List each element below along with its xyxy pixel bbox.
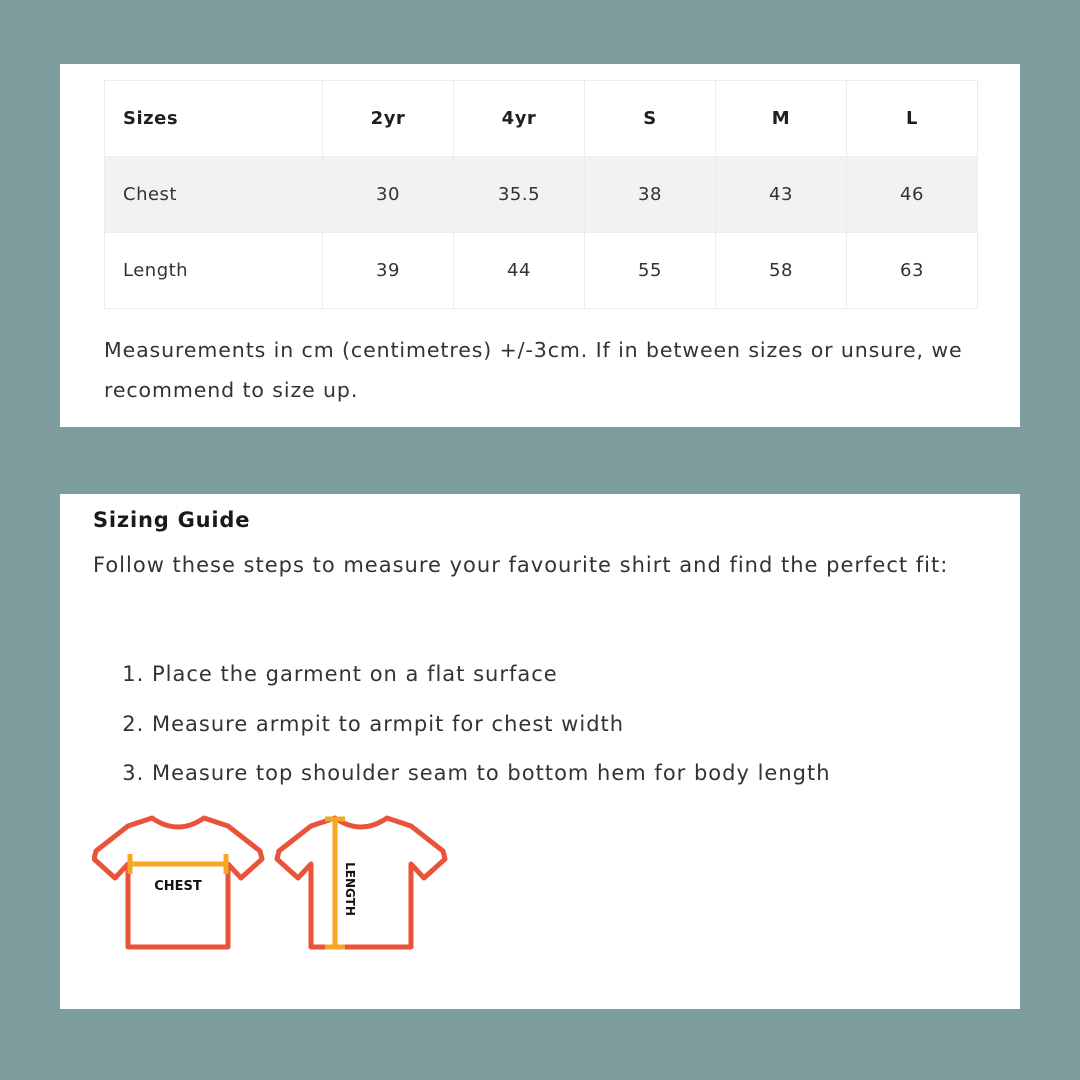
row-label-chest: Chest	[105, 157, 323, 233]
table-cell: 58	[716, 233, 847, 309]
list-item: 2. Measure armpit to armpit for chest width	[152, 700, 831, 750]
column-header-4yr: 4yr	[454, 81, 585, 157]
column-header-sizes: Sizes	[105, 81, 323, 157]
list-item: 3. Measure top shoulder seam to bottom hem for body length	[152, 749, 831, 799]
table-cell: 44	[454, 233, 585, 309]
table-cell: 55	[585, 233, 716, 309]
tshirt-chest-icon	[94, 818, 262, 947]
table-header-row	[105, 81, 978, 157]
guide-intro: Follow these steps to measure your favourite shirt and find the perfect fit:	[93, 553, 949, 577]
size-table	[104, 80, 978, 309]
list-item: 1. Place the garment on a flat surface	[152, 650, 831, 700]
table-row-length	[105, 233, 978, 309]
size-chart-card	[60, 64, 1020, 427]
table-cell: 30	[323, 157, 454, 233]
shirt-measurement-illustration	[92, 814, 452, 956]
column-header-l: L	[847, 81, 978, 157]
table-cell: 38	[585, 157, 716, 233]
table-cell: 46	[847, 157, 978, 233]
length-label: LENGTH	[343, 862, 357, 916]
column-header-2yr: 2yr	[323, 81, 454, 157]
table-cell: 35.5	[454, 157, 585, 233]
table-row-chest	[105, 157, 978, 233]
guide-title: Sizing Guide	[93, 508, 251, 532]
row-label-length: Length	[105, 233, 323, 309]
chest-label: CHEST	[154, 879, 202, 894]
table-cell: 43	[716, 157, 847, 233]
tshirt-length-icon	[277, 818, 445, 947]
sizing-guide-card	[60, 494, 1020, 1009]
column-header-m: M	[716, 81, 847, 157]
steps-list	[120, 650, 831, 799]
column-header-s: S	[585, 81, 716, 157]
table-cell: 39	[323, 233, 454, 309]
table-cell: 63	[847, 233, 978, 309]
measurement-note: Measurements in cm (centimetres) +/-3cm. If in between sizes or unsure, we recommend to size up.	[104, 338, 963, 402]
